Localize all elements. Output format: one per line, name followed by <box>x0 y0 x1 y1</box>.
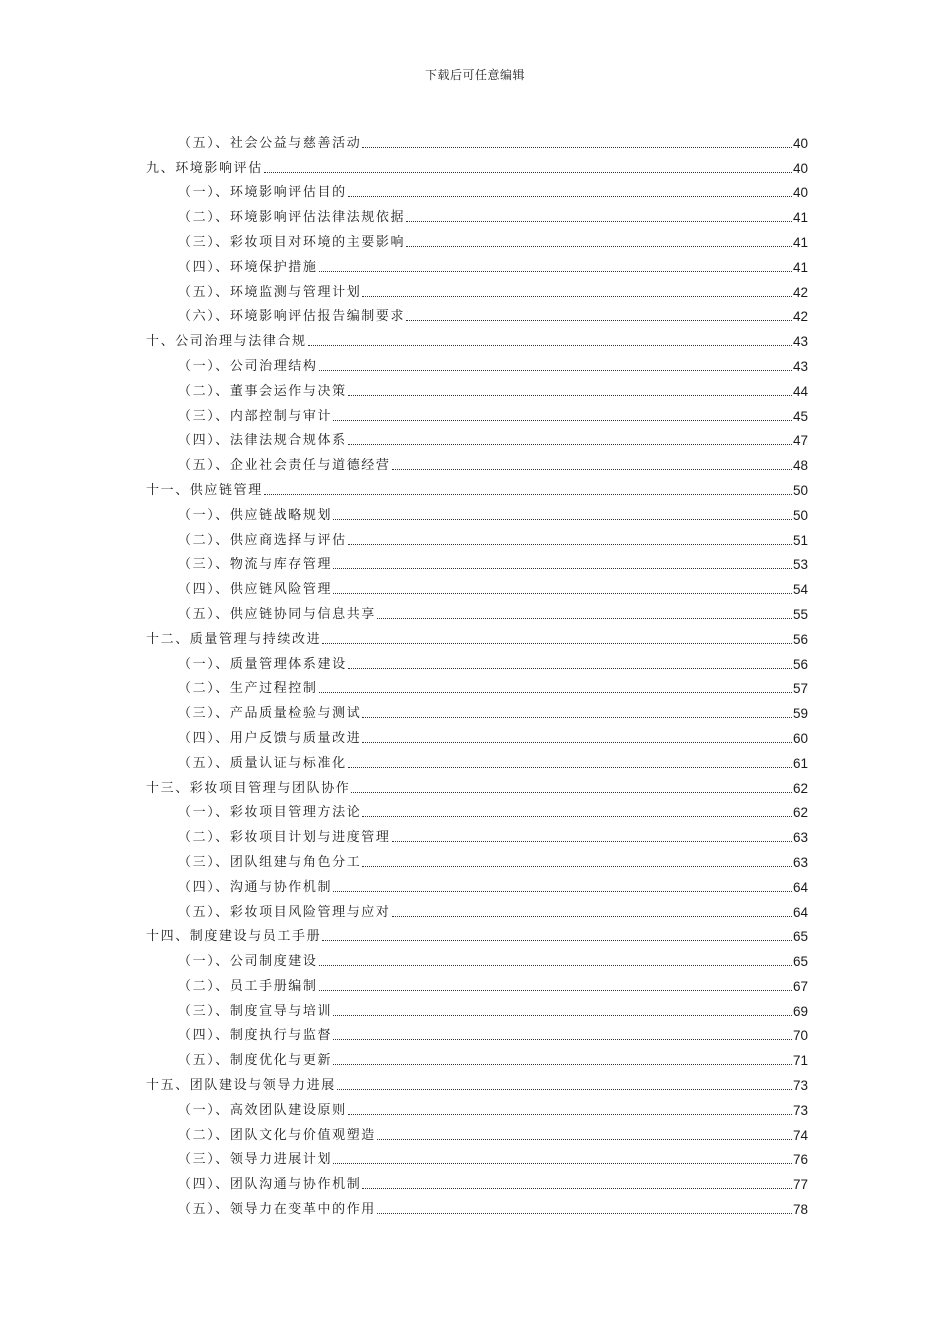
toc-dot-leader <box>333 1162 792 1164</box>
toc-dot-leader <box>322 939 792 941</box>
toc-entry-label: （五）、质量认证与标准化 <box>178 755 347 771</box>
toc-entry-page-number: 70 <box>792 1028 808 1044</box>
toc-dot-leader <box>392 840 792 842</box>
toc-entry-label: （五）、制度优化与更新 <box>178 1053 333 1069</box>
toc-dot-leader <box>362 865 792 867</box>
toc-entry-label: 十一、供应链管理 <box>146 482 263 498</box>
toc-entry-label: （二）、供应商选择与评估 <box>178 532 347 548</box>
toc-entry-page-number: 63 <box>792 854 808 870</box>
toc-entry-label: （三）、产品质量检验与测试 <box>178 706 362 722</box>
toc-dot-leader <box>319 964 792 966</box>
toc-section-entry[interactable] <box>146 597 808 622</box>
toc-entry-label: （三）、彩妆项目对环境的主要影响 <box>178 234 406 250</box>
toc-section-entry[interactable] <box>146 796 808 821</box>
toc-section-entry[interactable] <box>146 126 808 151</box>
toc-entry-label: （二）、生产过程控制 <box>178 681 318 697</box>
toc-dot-leader <box>362 146 792 148</box>
toc-dot-leader <box>348 443 792 445</box>
toc-section-entry[interactable] <box>146 300 808 325</box>
toc-section-entry[interactable] <box>146 399 808 424</box>
toc-entry-label: （一）、公司治理结构 <box>178 358 318 374</box>
toc-entry-label: （四）、沟通与协作机制 <box>178 879 333 895</box>
toc-entry-label: （六）、环境影响评估报告编制要求 <box>178 309 406 325</box>
toc-entry-page-number: 69 <box>792 1003 808 1019</box>
toc-dot-leader <box>264 493 792 495</box>
toc-entry-label: （三）、物流与库存管理 <box>178 557 333 573</box>
toc-section-entry[interactable] <box>146 647 808 672</box>
toc-section-entry[interactable] <box>146 498 808 523</box>
toc-chapter-entry[interactable] <box>146 324 808 349</box>
toc-entry-page-number: 40 <box>792 135 808 151</box>
toc-dot-leader <box>362 741 792 743</box>
toc-entry-page-number: 57 <box>792 681 808 697</box>
toc-entry-label: 九、环境影响评估 <box>146 160 263 176</box>
toc-dot-leader <box>351 791 792 793</box>
toc-entry-page-number: 71 <box>792 1053 808 1069</box>
toc-entry-page-number: 41 <box>792 259 808 275</box>
toc-dot-leader <box>362 1187 792 1189</box>
toc-entry-page-number: 62 <box>792 780 808 796</box>
toc-dot-leader <box>333 890 792 892</box>
toc-section-entry[interactable] <box>146 944 808 969</box>
toc-dot-leader <box>348 1113 792 1115</box>
toc-entry-page-number: 44 <box>792 383 808 399</box>
toc-entry-page-number: 64 <box>792 879 808 895</box>
toc-entry-page-number: 42 <box>792 284 808 300</box>
toc-section-entry[interactable] <box>146 820 808 845</box>
toc-dot-leader <box>319 270 792 272</box>
toc-section-entry[interactable] <box>146 1019 808 1044</box>
toc-section-entry[interactable] <box>146 275 808 300</box>
toc-entry-label: （五）、领导力在变革中的作用 <box>178 1202 376 1218</box>
toc-dot-leader <box>333 518 792 520</box>
toc-dot-leader <box>348 394 792 396</box>
toc-section-entry[interactable] <box>146 746 808 771</box>
toc-entry-page-number: 50 <box>792 507 808 523</box>
toc-dot-leader <box>406 220 792 222</box>
toc-dot-leader <box>392 915 792 917</box>
toc-entry-label: （二）、环境影响评估法律法规依据 <box>178 210 406 226</box>
toc-entry-page-number: 54 <box>792 582 808 598</box>
toc-entry-page-number: 76 <box>792 1152 808 1168</box>
toc-entry-label: （四）、供应链风险管理 <box>178 582 333 598</box>
toc-dot-leader <box>319 989 792 991</box>
toc-entry-page-number: 53 <box>792 557 808 573</box>
toc-entry-label: （三）、团队组建与角色分工 <box>178 854 362 870</box>
toc-entry-page-number: 55 <box>792 606 808 622</box>
toc-dot-leader <box>333 1038 792 1040</box>
toc-section-entry[interactable] <box>146 1118 808 1143</box>
toc-entry-label: （五）、彩妆项目风险管理与应对 <box>178 904 391 920</box>
toc-dot-leader <box>333 1014 792 1016</box>
toc-dot-leader <box>348 667 792 669</box>
toc-dot-leader <box>337 1088 792 1090</box>
toc-entry-page-number: 50 <box>792 482 808 498</box>
toc-dot-leader <box>392 468 792 470</box>
toc-entry-page-number: 56 <box>792 656 808 672</box>
toc-entry-label: （一）、彩妆项目管理方法论 <box>178 805 362 821</box>
toc-entry-label: （一）、公司制度建设 <box>178 954 318 970</box>
toc-section-entry[interactable] <box>146 1143 808 1168</box>
toc-section-entry[interactable] <box>146 969 808 994</box>
toc-entry-label: （三）、制度宣导与培训 <box>178 1003 333 1019</box>
toc-entry-label: （四）、制度执行与监督 <box>178 1028 333 1044</box>
toc-entry-page-number: 43 <box>792 358 808 374</box>
toc-section-entry[interactable] <box>146 448 808 473</box>
toc-entry-page-number: 45 <box>792 408 808 424</box>
toc-section-entry[interactable] <box>146 1167 808 1192</box>
toc-entry-page-number: 74 <box>792 1127 808 1143</box>
toc-section-entry[interactable] <box>146 523 808 548</box>
toc-dot-leader <box>406 245 792 247</box>
toc-dot-leader <box>333 1063 792 1065</box>
toc-dot-leader <box>362 716 792 718</box>
table-of-contents <box>146 126 808 1217</box>
toc-dot-leader <box>319 691 792 693</box>
toc-entry-page-number: 47 <box>792 433 808 449</box>
toc-section-entry[interactable] <box>146 721 808 746</box>
toc-entry-label: （一）、质量管理体系建设 <box>178 656 347 672</box>
toc-entry-label: （二）、董事会运作与决策 <box>178 383 347 399</box>
toc-entry-page-number: 40 <box>792 185 808 201</box>
toc-entry-page-number: 73 <box>792 1078 808 1094</box>
toc-entry-label: （四）、环境保护措施 <box>178 259 318 275</box>
toc-entry-label: （一）、环境影响评估目的 <box>178 185 347 201</box>
toc-entry-label: 十、公司治理与法律合规 <box>146 334 307 350</box>
toc-entry-label: 十二、质量管理与持续改进 <box>146 631 322 647</box>
toc-entry-page-number: 77 <box>792 1177 808 1193</box>
toc-entry-label: （二）、彩妆项目计划与进度管理 <box>178 830 391 846</box>
toc-dot-leader <box>264 171 792 173</box>
toc-dot-leader <box>377 1138 792 1140</box>
toc-entry-page-number: 65 <box>792 929 808 945</box>
toc-entry-page-number: 63 <box>792 830 808 846</box>
toc-entry-page-number: 62 <box>792 805 808 821</box>
toc-dot-leader <box>348 766 792 768</box>
toc-entry-label: （三）、领导力进展计划 <box>178 1152 333 1168</box>
toc-entry-label: （五）、环境监测与管理计划 <box>178 284 362 300</box>
toc-section-entry[interactable] <box>146 994 808 1019</box>
toc-entry-page-number: 42 <box>792 309 808 325</box>
toc-dot-leader <box>377 1212 792 1214</box>
toc-entry-label: （四）、团队沟通与协作机制 <box>178 1177 362 1193</box>
toc-entry-label: （三）、内部控制与审计 <box>178 408 333 424</box>
toc-entry-page-number: 43 <box>792 334 808 350</box>
toc-dot-leader <box>322 642 792 644</box>
toc-dot-leader <box>406 319 792 321</box>
toc-entry-label: 十五、团队建设与领导力进展 <box>146 1078 336 1094</box>
toc-dot-leader <box>377 617 792 619</box>
toc-dot-leader <box>333 592 792 594</box>
toc-dot-leader <box>362 295 792 297</box>
toc-section-entry[interactable] <box>146 895 808 920</box>
toc-entry-page-number: 65 <box>792 954 808 970</box>
toc-section-entry[interactable] <box>146 548 808 573</box>
toc-entry-page-number: 51 <box>792 532 808 548</box>
toc-section-entry[interactable] <box>146 1093 808 1118</box>
toc-entry-page-number: 60 <box>792 730 808 746</box>
toc-chapter-entry[interactable] <box>146 920 808 945</box>
toc-chapter-entry[interactable] <box>146 771 808 796</box>
toc-section-entry[interactable] <box>146 250 808 275</box>
toc-entry-label: （四）、用户反馈与质量改进 <box>178 730 362 746</box>
toc-entry-label: 十四、制度建设与员工手册 <box>146 929 322 945</box>
toc-dot-leader <box>308 344 792 346</box>
toc-entry-page-number: 41 <box>792 210 808 226</box>
toc-chapter-entry[interactable] <box>146 151 808 176</box>
toc-chapter-entry[interactable] <box>146 1068 808 1093</box>
toc-entry-label: （二）、员工手册编制 <box>178 978 318 994</box>
toc-entry-page-number: 61 <box>792 755 808 771</box>
toc-dot-leader <box>362 815 792 817</box>
toc-section-entry[interactable] <box>146 1192 808 1217</box>
toc-section-entry[interactable] <box>146 424 808 449</box>
toc-section-entry[interactable] <box>146 1043 808 1068</box>
toc-dot-leader <box>333 419 792 421</box>
toc-entry-page-number: 40 <box>792 160 808 176</box>
toc-chapter-entry[interactable] <box>146 622 808 647</box>
toc-dot-leader <box>348 543 792 545</box>
toc-dot-leader <box>333 567 792 569</box>
toc-entry-page-number: 64 <box>792 904 808 920</box>
toc-entry-label: （五）、供应链协同与信息共享 <box>178 606 376 622</box>
toc-entry-label: （五）、企业社会责任与道德经营 <box>178 458 391 474</box>
toc-section-entry[interactable] <box>146 870 808 895</box>
toc-chapter-entry[interactable] <box>146 473 808 498</box>
toc-entry-page-number: 59 <box>792 706 808 722</box>
page-header: 下载后可任意编辑 <box>424 68 525 82</box>
toc-entry-page-number: 78 <box>792 1202 808 1218</box>
toc-section-entry[interactable] <box>146 176 808 201</box>
toc-entry-label: （四）、法律法规合规体系 <box>178 433 347 449</box>
toc-entry-page-number: 56 <box>792 631 808 647</box>
toc-section-entry[interactable] <box>146 225 808 250</box>
toc-dot-leader <box>348 195 792 197</box>
toc-entry-page-number: 73 <box>792 1102 808 1118</box>
toc-section-entry[interactable] <box>146 374 808 399</box>
toc-entry-label: 十三、彩妆项目管理与团队协作 <box>146 780 351 796</box>
toc-entry-page-number: 67 <box>792 978 808 994</box>
toc-section-entry[interactable] <box>146 845 808 870</box>
toc-entry-page-number: 48 <box>792 458 808 474</box>
toc-section-entry[interactable] <box>146 572 808 597</box>
toc-dot-leader <box>319 369 792 371</box>
toc-section-entry[interactable] <box>146 200 808 225</box>
toc-entry-label: （一）、供应链战略规划 <box>178 507 333 523</box>
toc-section-entry[interactable] <box>146 349 808 374</box>
toc-entry-label: （一）、高效团队建设原则 <box>178 1102 347 1118</box>
toc-section-entry[interactable] <box>146 696 808 721</box>
toc-entry-label: （二）、团队文化与价值观塑造 <box>178 1127 376 1143</box>
toc-entry-label: （五）、社会公益与慈善活动 <box>178 135 362 151</box>
toc-section-entry[interactable] <box>146 672 808 697</box>
toc-entry-page-number: 41 <box>792 234 808 250</box>
